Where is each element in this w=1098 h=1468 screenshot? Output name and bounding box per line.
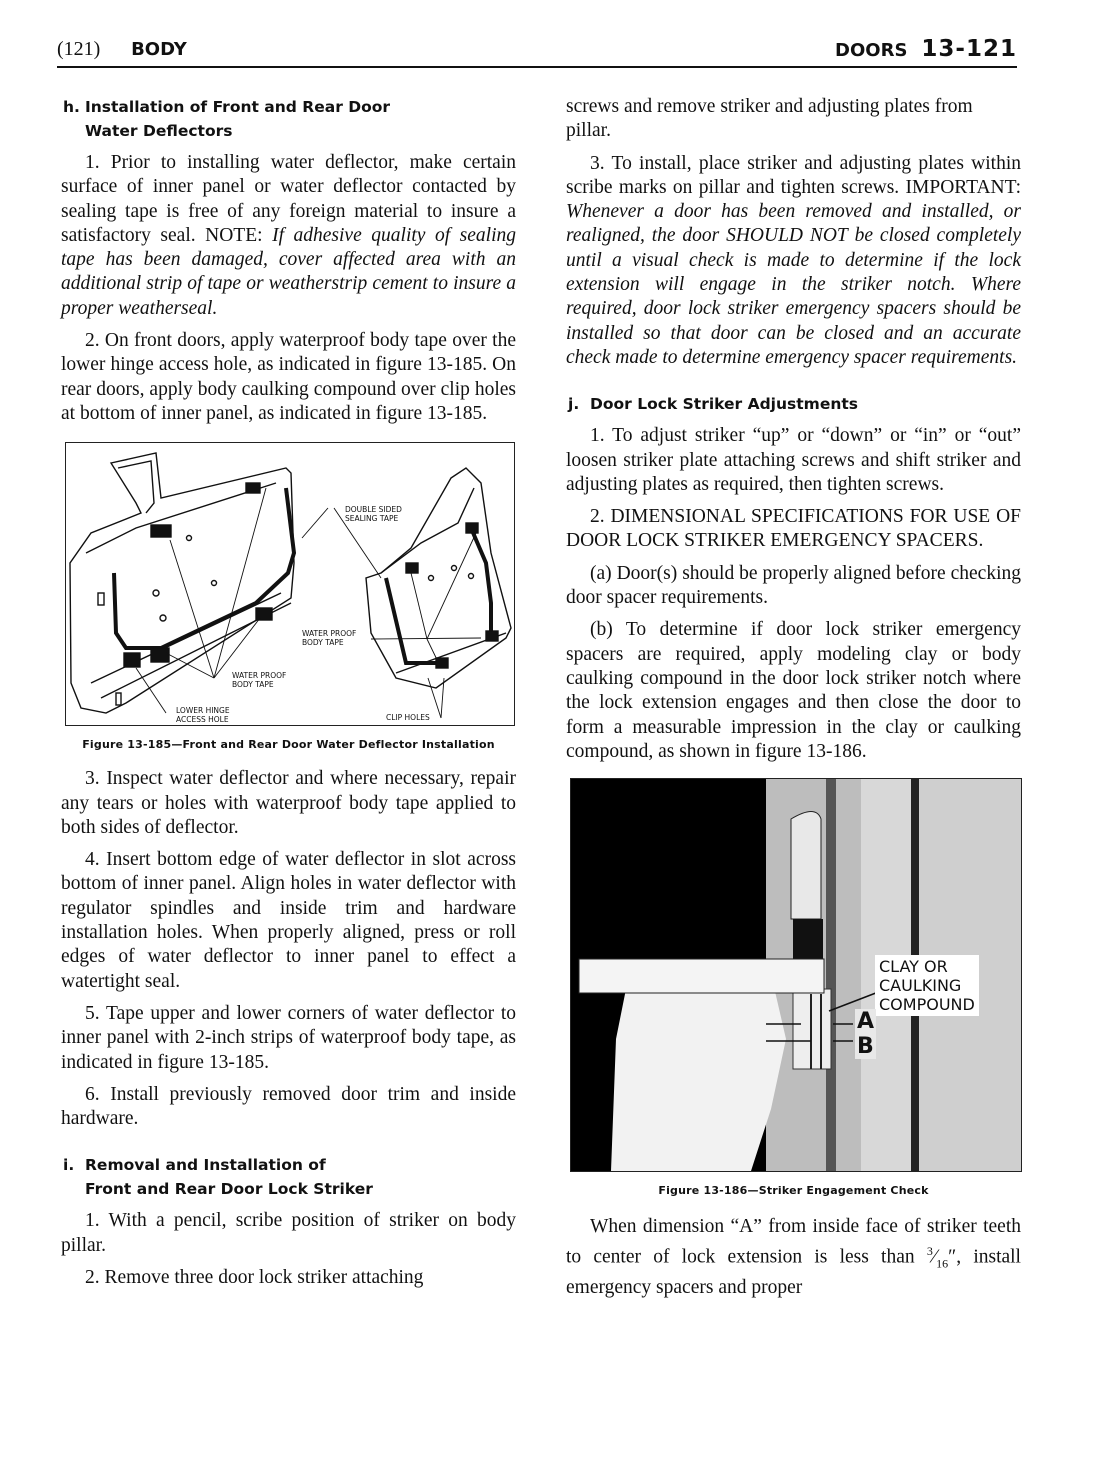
section-j-label: j. bbox=[568, 395, 580, 414]
label-water-proof-body-tape-left: WATER PROOF BODY TAPE bbox=[232, 671, 287, 690]
j-step-2b: (b) To determine if door lock striker emergency spacers are required, apply modeling clay or body caulking compound in the door lock striker notch where the lock extension engages and then close the door to form a measurable impression in the clay or caulking compound, as shown in figure 13-186. bbox=[566, 619, 1021, 762]
header-right bbox=[835, 36, 1017, 62]
label-water-proof-body-tape-right: WATER PROOF BODY TAPE bbox=[302, 629, 357, 648]
section-j-title: Door Lock Striker Adjustments bbox=[590, 395, 859, 414]
section-name-left: BODY bbox=[131, 39, 187, 60]
i-step-2-continued: screws and remove striker and adjusting plates from pillar. bbox=[566, 96, 973, 142]
dimension-b-label: B bbox=[857, 1034, 874, 1060]
i-step-3 bbox=[566, 152, 1021, 371]
figure-13-185 bbox=[65, 442, 515, 726]
section-i-title-1: Removal and Installation of bbox=[85, 1156, 326, 1175]
h-step-1-note: If adhesive quality of sealing tape has been damaged, cover affected area with an additional strip of tape or weatherstrip cement to insure a proper weatherseal. bbox=[61, 224, 516, 319]
i-step-1: 1. With a pencil, scribe position of striker on body pillar. bbox=[61, 1210, 516, 1256]
j-step-1: 1. To adjust striker “up” or “down” or “in” or “out” loosen striker plate attaching screws and shift striker and adjusting plates as required, then tighten screws. bbox=[566, 425, 1021, 495]
i-step-3-important-b: be closed completely until a visual check is made to determine if the lock extension will engage in the striker notch. Where required, door lock striker emergency spacers should be installed so that door can be closed and an accurate check made to determine emergency spacer requirements. bbox=[566, 225, 1021, 368]
i-step-3-important-caps: SHOULD NOT bbox=[726, 225, 848, 247]
final-paragraph: When dimension “A” from inside face of striker teeth to center of lock extension is less than $^3⁄_{16}''$, install emergency spacers and proper bbox=[566, 1216, 1021, 1299]
dimension-a-label: A bbox=[857, 1009, 875, 1035]
section-i-heading bbox=[61, 1153, 516, 1201]
figure-13-186-caption: Figure 13-186—Striker Engagement Check bbox=[658, 1184, 929, 1198]
section-h-title-2: Water Deflectors bbox=[85, 122, 233, 140]
label-lower-hinge-access-hole: LOWER HINGE ACCESS HOLE bbox=[176, 706, 230, 725]
h-step-5: 5. Tape upper and lower corners of water deflector to inner panel with 2-inch strips of waterproof body tape, as indicated in figure 13-185. bbox=[61, 1002, 516, 1073]
final-paragraph-text-a: When dimension “A” from inside face of striker teeth to center of lock extension is less than bbox=[566, 1216, 1021, 1268]
section-j-heading bbox=[566, 392, 1021, 416]
i-step-3-important-a: Whenever a door has been removed and installed, or realigned, the door bbox=[566, 201, 1021, 247]
h-step-2: 2. On front doors, apply waterproof body tape over the lower hinge access hole, as indicated in figure 13-185. On rear doors, apply body caulking compound over clip holes at bottom of inner panel, as indicated in figure 13-185. bbox=[61, 330, 516, 424]
label-clay-or-caulking-compound: CLAY OR CAULKING COMPOUND bbox=[875, 955, 979, 1016]
h-step-3: 3. Inspect water deflector and where necessary, repair any tears or holes with waterproof body tape applied to both sides of deflector. bbox=[61, 768, 516, 838]
h-step-1 bbox=[61, 151, 516, 321]
j-step-2: 2. DIMENSIONAL SPECIFICATIONS FOR USE OF DOOR LOCK STRIKER EMERGENCY SPACERS. bbox=[566, 506, 1021, 552]
right-column bbox=[566, 95, 1021, 1308]
section-name-right: DOORS bbox=[835, 40, 908, 61]
label-double-sided-tape: DOUBLE SIDED SEALING TAPE bbox=[345, 505, 402, 524]
section-i-title-2: Front and Rear Door Lock Striker bbox=[85, 1180, 373, 1199]
section-h-label: h. bbox=[63, 98, 80, 116]
figure-13-185-caption: Figure 13-185—Front and Rear Door Water Deflector Installation bbox=[82, 738, 495, 752]
door-diagram-illustration bbox=[66, 443, 514, 725]
figure-13-186 bbox=[570, 778, 1022, 1172]
page-ref: (121) bbox=[57, 38, 101, 60]
page-header bbox=[57, 38, 1017, 68]
h-step-1-text: 1. Prior to installing water deflector, make certain surface of inner panel or water deflector contacted by sealing tape is free of any foreign material to insure a satisfactory seal. NOTE: bbox=[61, 152, 516, 246]
h-step-4: 4. Insert bottom edge of water deflector in slot across bottom of inner panel. Align holes in water deflector with regulator spindles and inside trim and hardware installation holes. When properly aligned, press or roll edges of water deflector to inner panel to effect a watertight seal. bbox=[61, 849, 516, 992]
final-paragraph-text-b: ″, install emergency spacers and proper bbox=[566, 1246, 1021, 1299]
section-i-label: i. bbox=[63, 1156, 75, 1175]
section-h-title-1: Installation of Front and Rear Door bbox=[85, 98, 391, 116]
i-step-2: 2. Remove three door lock striker attaching bbox=[85, 1267, 424, 1289]
left-column bbox=[61, 95, 516, 1298]
page-number: 13-121 bbox=[921, 36, 1017, 62]
fraction-denominator: 16 bbox=[936, 1256, 949, 1271]
section-h-heading bbox=[61, 95, 516, 143]
header-left bbox=[57, 38, 187, 61]
j-step-2a: (a) Door(s) should be properly aligned before checking door spacer requirements. bbox=[566, 562, 1021, 609]
fraction-numerator: 3 bbox=[926, 1244, 933, 1259]
i-step-3-text: 3. To install, place striker and adjusting plates within scribe marks on pillar and tighten screws. IMPORTANT: bbox=[566, 152, 1021, 198]
h-step-6: 6. Install previously removed door trim and inside hardware. bbox=[61, 1083, 516, 1130]
label-clip-holes: CLIP HOLES bbox=[386, 713, 430, 723]
